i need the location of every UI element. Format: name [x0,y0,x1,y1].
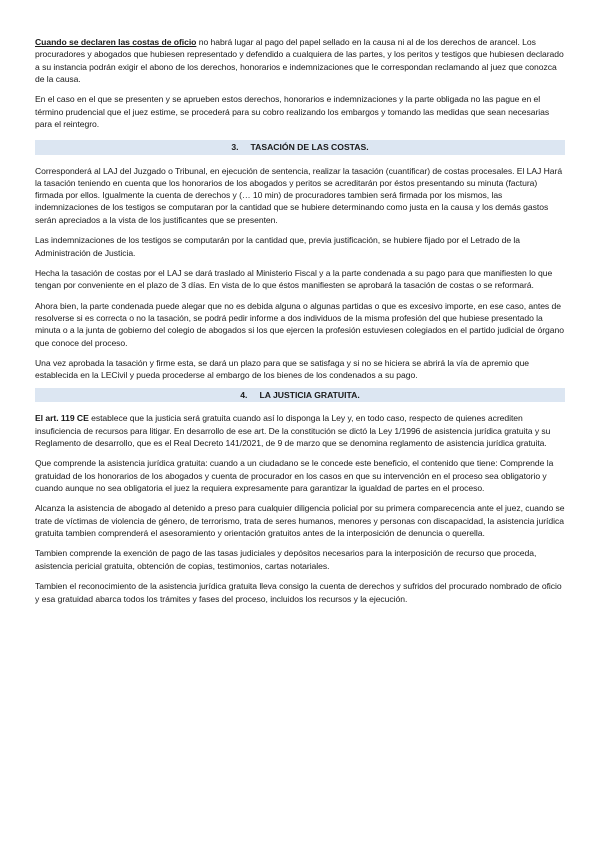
paragraph-text: establece que la justicia será gratuita cuando así lo disponga la Ley y, en todo caso, respecto de quienes acrediten insuficiencia de recursos para litigar. En desarrollo de ese art. De la constitución se dictó la Ley 1/1996 de asistencia jurídica gratuita y su Reglamento de desarrollo, que es el Real Decreto 141/2021, de 9 de marzo que se denomina reglamento de asistencia jurídica gratuita. [35,413,551,448]
paragraph-costas-oficio [35,36,565,85]
document-page [35,36,565,613]
emphasis-costas-oficio: Cuando se declaren las costas de oficio [35,37,197,47]
paragraph-apremio: Una vez aprobada la tasación y firme esta, se dará un plazo para que se satisfaga y si no se hiciera se abrirá la vía de apremio que establecida en la LECivil y pueda procederse al embargo de los bienes de los condenados a su pago. [35,358,530,381]
paragraph-tasacion: Corresponderá al LAJ del Juzgado o Tribunal, en ejecución de sentencia, realizar la tasación (cuantificar) de costas procesales. El LAJ Hará la tasación teniendo en cuenta que los honorarios de los abogados y peritos se acreditarán por éstos presentando su minuta (factura) firmada por ellos. Igualmente la cuenta de derechos y (… 10 min) de procuradores tambien será firmada por los mismos, las indemnizaciones de los testigos se computaran por la cantidad que se hubiere determinando como justa en la causa y los demás gastos serán apreciados a la vista de los justificantes que se presenten. [35,165,563,225]
section-number: 3. [231,142,239,153]
paragraph-traslado: Hecha la tasación de costas por el LAJ se dará traslado al Ministerio Fiscal y a la parte condenada a su pago para que manifiesten lo que tengan por conveniente en el plazo de 3 días. En vista de lo que éstos manifiesten se aprobará la tasación de costas o se reformará. [35,268,553,291]
paragraph-contenido: Que comprende la asistencia jurídica gratuita: cuando a un ciudadano se le concede este beneficio, el contenido que tiene: Comprende la gratuidad de los honorarios de los abogados y cuenta de procurador en los casos en que su intervención en el proceso sea obligatorio y cuando aunque no sea obligatoria el juez la requiera expresamente para garantizar la igualdad de partes en el proceso. [35,458,554,493]
emphasis-art-119: El art. 119 CE [35,413,89,424]
section-heading-4 [35,388,565,402]
paragraph-art-119 [35,412,565,449]
paragraph-alcance: Alcanza la asistencia de abogado al detenido a preso para cualquier diligencia policial por su primera comparecencia ante el juez, cuando se trate de víctimas de violencia de género, de terrorismo, trata de seres humanos, menores y personas con discapacidad, la asistencia jurídica gratuita tambien comprenderá el asesoramiento y orientación gratuitos antes de la interposición de denuncia o querella. [35,503,565,538]
paragraph-exencion: Tambien comprende la exención de pago de las tasas judiciales y depósitos necesarios para la interposición de recurso que proceda, asistencia pericial gratuita, obtención de copias, testimonios, cartas notariales. [35,548,537,571]
section-title: LA JUSTICIA GRATUITA. [259,389,360,400]
paragraph-impugnacion: Ahora bien, la parte condenada puede alegar que no es debida alguna o algunas partidas o que es excesivo importe, en ese caso, antes de resolverse si es correcta o no la tasación, se podrá pedir informe a dos individuos de la misma profesión del que hubiese presentado la minuta o a la junta de gobierno del colegio de abogados si los que ejercen la profesión estuviesen colegiados en el partido judicial de órgano que conoce del proceso. [35,300,564,348]
section-heading-3 [35,140,565,154]
section-number: 4. [240,389,248,400]
section-title: TASACIÓN DE LAS COSTAS. [250,142,369,153]
paragraph-indemnizaciones: Las indemnizaciones de los testigos se computarán por la cantidad que, previa justificación, se hubiere fijado por el Letrado de la Administración de Justicia. [35,235,521,258]
paragraph-reconocimiento: Tambien el reconocimiento de la asistencia jurídica gratuita lleva consigo la cuenta de derechos y sufridos del procurado nombrado de oficio y esa gratuidad abarca todos los trámites y fases del proceso, incluidos los recursos y la ejecución. [35,581,562,604]
paragraph-reintegro: En el caso en el que se presenten y se aprueben estos derechos, honorarios e indemnizaciones y la parte obligada no las pague en el término prudencial que el juez estime, se procederá para su cobro realizando los embargos y tomando las medidas que sean necesarias para el reintegro. [35,94,550,129]
paragraph-text: no habrá lugar al pago del papel sellado en la causa ni al de los derechos de arancel. Los procuradores y abogados que hubiesen representado y defendido a cualquiera de las partes, y los peritos y testigos que hubiesen declarado a su instancia podrán exigir el abono de los derechos, honorarios e indemnizaciones que le correspondan reclamando al juez que conozca de la causa. [35,37,564,84]
